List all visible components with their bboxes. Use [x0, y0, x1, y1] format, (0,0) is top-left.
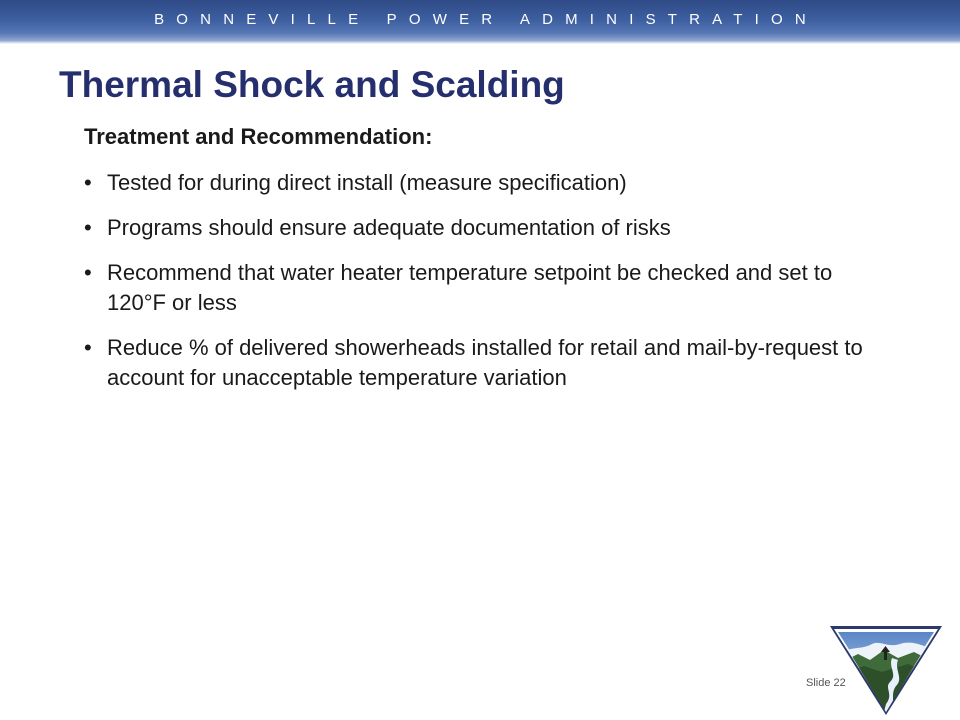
bullet-text: Tested for during direct install (measure specification)	[107, 170, 627, 195]
bullet-item	[84, 333, 884, 393]
subheading: Treatment and Recommendation:	[84, 124, 433, 149]
bullet-item	[84, 213, 884, 243]
bullet-glyph: •	[84, 335, 92, 360]
bullet-text: Programs should ensure adequate documentation of risks	[107, 215, 671, 240]
bullet-glyph: •	[84, 170, 92, 195]
slide-content	[84, 124, 884, 408]
bullet-list	[84, 168, 884, 393]
bullet-glyph: •	[84, 215, 92, 240]
organization-banner: BONNEVILLE POWER ADMINISTRATION	[154, 11, 818, 28]
bullet-glyph: •	[84, 260, 92, 285]
bullet-text: Recommend that water heater temperature setpoint be checked and set to 120°F or less	[107, 260, 833, 315]
header-band	[0, 0, 960, 44]
slide-number: Slide 22	[806, 677, 846, 689]
bullet-text: Reduce % of delivered showerheads installed for retail and mail-by-request to account for unacceptable temperature variation	[107, 335, 863, 390]
bullet-item	[84, 258, 884, 318]
slide-title: Thermal Shock and Scalding	[59, 64, 565, 105]
bpa-mountain-river-logo-icon	[828, 624, 944, 716]
bullet-item	[84, 168, 884, 198]
